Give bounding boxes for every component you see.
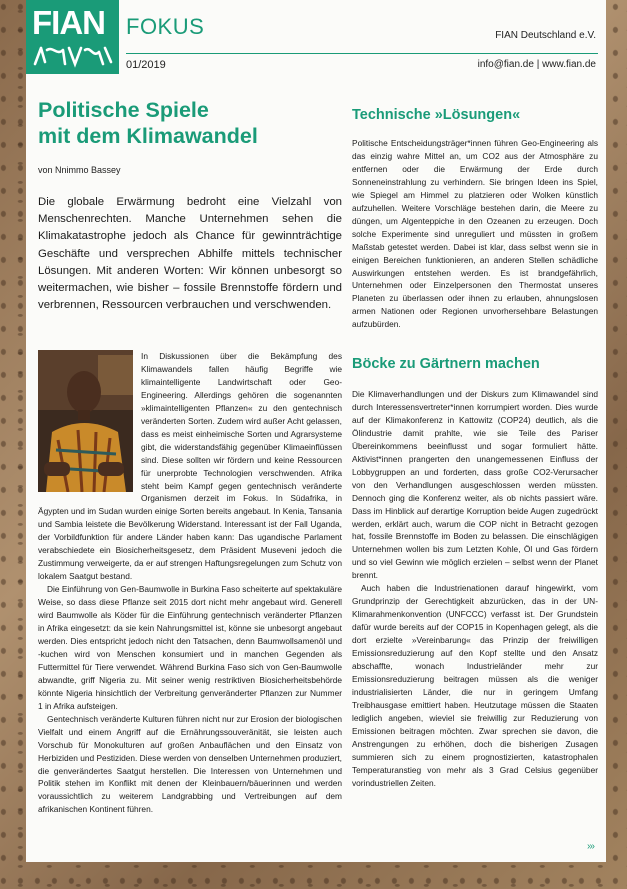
header-divider bbox=[126, 53, 598, 54]
organization-name: FIAN Deutschland e.V. bbox=[495, 30, 596, 41]
fian-logo bbox=[26, 0, 119, 74]
section-heading-goats: Böcke zu Gärtnern machen bbox=[352, 356, 540, 372]
section-goats-text bbox=[352, 388, 598, 790]
page-sheet bbox=[26, 0, 606, 862]
title-line-1: Politische Spiele bbox=[38, 98, 209, 122]
logo-figures-icon bbox=[33, 44, 113, 68]
lead-paragraph: Die globale Erwärmung bedroht eine Vielzahl von Menschenrechten. Manche Unternehmen sehen die Klimakatastrophe jedoch als Chance für gewinnträchtige Geschäfte und versprechen Abhilfe mittels technischer Lösungen. Mit anderen Worten: Wir können unbesorgt so weitermachen, wie bisher – fossile Brennstoffe fördern und verbrennen, Ressourcen verbrauchen und verschwenden. bbox=[38, 196, 342, 312]
contact-info: info@fian.de | www.fian.de bbox=[477, 59, 596, 70]
section2-paragraph-2: Auch haben die Industrienationen darauf hingewirkt, vom Grundprinzip der Gerechtigkeit abzurücken, das in der UN-Klimarahmenkonvention (UNFCCC) verfasst ist. Der Grundstein dafür wurde bereits auf der COP15 in Kopenhagen gelegt, als die dort erzielte »Vereinbarung« das Prinzip der freiwilligen Emissionsreduzierung auf den Kopf stellte und den Ansatz abschaffte, wonach Industrieländer mehr zur Emissionsreduzierung beitragen müssen als die weniger industrialisierten Länder, die nur in geringem Umfang Treibhausgase emittiert haben. Heutzutage müssen die Staaten lediglich angeben, wieviel sie freiwillig zur Reduzierung von Emissionen beitragen möchten. Zwar sprechen sie davon, die Anstrengungen zu erhöhen, doch die bisherigen Zusagen summieren sich zu einem prognostizierten, katastrophalen Temperaturanstieg von mehr als 3 Grad Celsius gegenüber vorindustriellen Zeiten. bbox=[352, 583, 598, 788]
left-paragraph-3: Gentechnisch veränderte Kulturen führen nicht nur zur Erosion der biologischen Vielfalt und einem Angriff auf die Ernährungssouveränität, sie leisten auch Vorschub für Monokulturen auf großen Anbauflächen und den Einsatz von Herbiziden und Pestiziden. Diese werden von denselben Unternehmen produziert, die genverändertes Saatgut herstellen. Die Interessen von Unternehmen und Politik stehen im Konflikt mit denen der Kleinbauern/bäuerinnen und werden voraussichtlich zu weiterem Landgrabbing und Vertreibungen auf dem afrikanischen Kontinent führen. bbox=[38, 713, 342, 815]
left-paragraph-2: Die Einführung von Gen-Baumwolle in Burkina Faso scheiterte auf spektakuläre Weise, so dass diese Pflanze seit 2015 dort nicht mehr angebaut wird. Generell wird Baumwolle als Köder für die Einführung gentechnisch veränderter Pflanzen in Afrika eingesetzt: da sie kein Nahrungsmittel ist, könne sie unbesorgt angebaut werden. Dies entspricht jedoch nicht den Tatsachen, denn Baumwollsamenöl und -kuchen wird von Menschen konsumiert und in manchen Gegenden als Futtermittel für Tiere verwendet. Während Burkina Faso sich von Gen-Baumwolle abwandte, griff Nigeria zu. Mit seiner wenig restriktiven Biosicherheitsbehörde könnte Nigeria hinsichtlich der Verbreitung genveränderter Pflanzen zur Nummer 1 in Afrika aufsteigen. bbox=[38, 584, 342, 711]
series-title: FOKUS bbox=[126, 14, 205, 39]
logo-text: FIAN bbox=[32, 4, 105, 41]
section-technical-text bbox=[352, 137, 598, 331]
section1-paragraph-1: Politische Entscheidungsträger*innen führen Geo-Engineering als das einzig wahre Mittel an, um CO2 aus der Atmosphäre zu entfernen oder die Erwärmung der Erde durch Sonneneinstrahlung zu verhindern. Sie bringen Ideen ins Spiel, wie Spiegel am Himmel zu platzieren oder Wolken künstlich aufzuhellen. Weitere Vorschläge bestehen darin, die Meere zu düngen, um Algenteppiche in den Ozeanen zu erzeugen. Doch solche Experimente sind unreguliert und müssten in großem Maßstab getestet werden. Dabei ist klar, dass selbst wenn sie in einigen Bereichen funktionieren, an anderen Stellen schädliche Auswirkungen entstehen werden. Es ist brandgefährlich, Unternehmen oder Einzelpersonen den Thermostat unseres Planeten zu überlassen oder ihnen zu erlauben, ahnungslosen armen Nationen oder Regionen unvorhersehbare Belastungen aufzubürden. bbox=[352, 138, 598, 330]
title-line-2: mit dem Klimawandel bbox=[38, 124, 258, 148]
article-title bbox=[38, 97, 338, 149]
continue-arrows-icon: ››› bbox=[587, 841, 594, 852]
section-heading-technical: Technische »Lösungen« bbox=[352, 107, 521, 123]
left-paragraph-1: In Diskussionen über die Bekämpfung des Klimawandels fallen häufig Begriffe wie klimaintelligente Landwirtschaft oder Geo-Engineering. Allerdings gehören die sogenannten »klimaintelligenten Pflanzen« zu den gentechnisch veränderten Sorten. Zudem wird außer Acht gelassen, dass es meist einheimische Sorten und Agrarsysteme gibt, die widerstandsfähig gegenüber Klimaeinflüssen sind. Diese sollten wir fördern und keine Ressourcen für unerprobte Technologien verschwenden. Afrika steht beim Kampf gegen gentechnisch veränderte Organismen derzeit im Fokus. In Südafrika, in Ägypten und im Sudan wurden einige Sorten bereits angebaut. In Kenia, Tansania und Sambia leistete die Bevölkerung Widerstand. Interessant ist der Fall Uganda, der Vorbildfunktion für andere Länder haben kann: Das ugandische Parlament verabschiedete ein Biosicherheitsgesetz, dem Präsident Museveni jedoch die Zustimmung verweigerte, da er auf strengen Haftungsregelungen zum Schutz von lokalem Saatgut bestand. bbox=[38, 351, 342, 582]
left-column-text bbox=[38, 350, 342, 816]
section2-paragraph-1: Die Klimaverhandlungen und der Diskurs zum Klimawandel sind durch Interessensvertreter*innen korrumpiert worden. Dies wurde auf der Klimakonferenz in Kattowitz (COP24) deutlich, als die Ölindustrie damit prahlte, wie sie Teile des Pariser Übereinkommens beeinflusst und sogar formuliert hätte. Aktivist*innen prangerten den unangemessenen Einfluss der Lobbygruppen an und forderten, dass große CO2-Verursacher von den Verhandlungen ausgeschlossen werden müssten. Dennoch ging die Konferenz weiter, als ob nichts passiert wäre. Dass im Hinblick auf derartige Korruption beide Augen zugedrückt werden, erklärt auch, warum die COP nicht in Betracht gezogen hat, fossile Brennstoffe im Boden zu belassen. Die einschlägigen Unternehmen wollen bis zum Letzten Kohle, Öl und Gas fördern und so viel Gewinn wie möglich erzielen – selbst wenn der Planet brennt. bbox=[352, 389, 598, 581]
byline: von Nnimmo Bassey bbox=[38, 165, 121, 175]
issue-number: 01/2019 bbox=[126, 59, 166, 71]
